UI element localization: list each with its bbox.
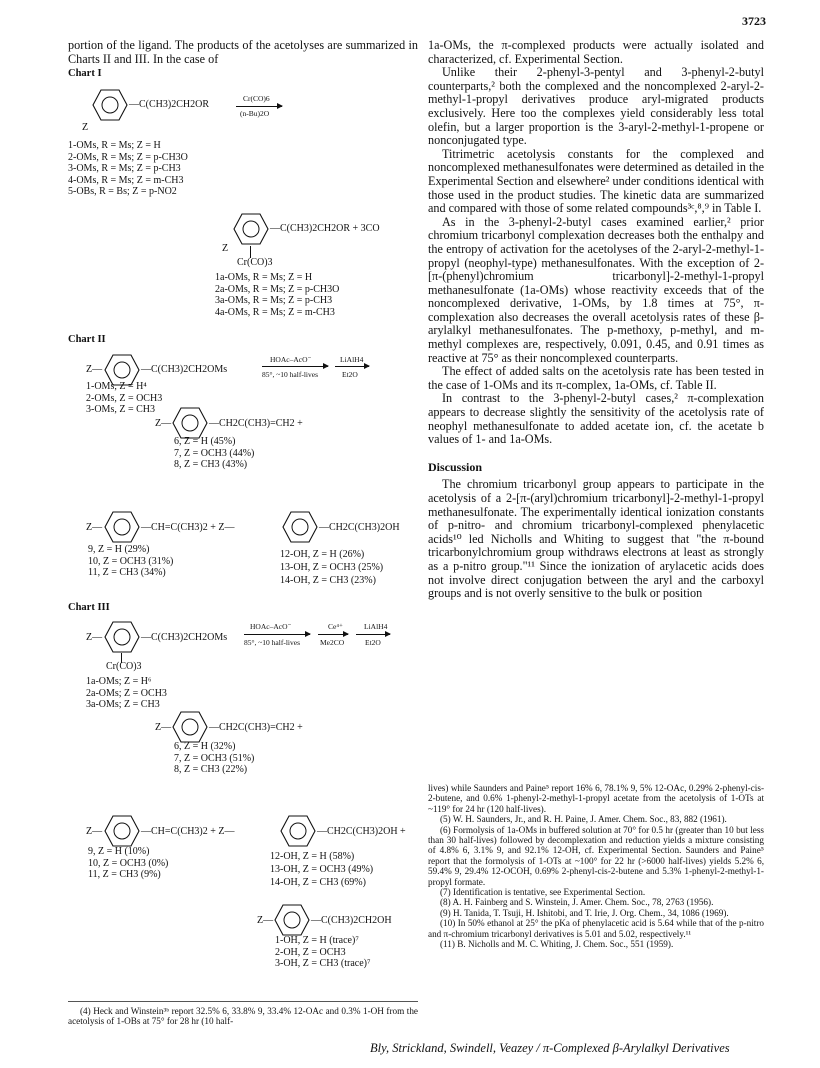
chart2-olefin-3: 8, Z = CH3 (43%): [174, 459, 248, 470]
chart3-vinyl-group: CH=C(CH3)2 + Z: [151, 826, 225, 837]
chart2-alcohol-2: 13-OH, Z = OCH3 (25%): [280, 562, 384, 573]
chart3-olefin-2: 7, Z = OCH3 (51%): [174, 752, 255, 764]
benzene-ring-icon: [172, 406, 208, 440]
paragraph: The chromium tricarbonyl group appears to participate in the acetolysis of a 2-[π-(aryl)chromium tricarbonyl]-2-methyl-1-propyl methanesulfonate. The experimentally identical ionization constants of p-nitro- and chromium tricarbonyl-complexed phenylacetic acids¹⁰ led Nicholls and Whiting to suggest that "the π-bound tricarbonylchromium group withdraws electrons at least as strongly as a p-nitro group."¹¹ Since the ionization of arylacetic acids does not involve direct conjugation between the aryl and the carboxyl groups and is not overly sensitive to the bulk or position: [428, 477, 764, 601]
chart2-vinyl-2: 10, Z = OCH3 (31%): [88, 555, 174, 567]
paragraph: Unlike their 2-phenyl-3-pentyl and 3-phenyl-2-butyl counterparts,² both the complexed and the noncomplexed 2-aryl-2-methyl-1-propyl derivatives produce aryl-migrated products exclusively. Here too the complexes yield considerably less total olefin, but a larger proportion is the 3-aryl-2-methyl-1-propene or nonconjugated type.: [428, 65, 764, 148]
left-intro: portion of the ligand. The products of the acetolyses are summarized in Charts II and III. In the case of: [68, 38, 418, 66]
paragraph: The effect of added salts on the acetolysis rate has been tested in the case of 1-OMs and its π-complex, 1a-OMs, cf. Table II.: [428, 364, 764, 392]
chart3-cond2-top: Ce⁴⁺: [328, 622, 343, 631]
chart3-olefin-group: CH2C(CH3)=CH2 +: [219, 722, 303, 733]
benzene-ring-icon: [92, 88, 128, 122]
chart3-vinyl-2: 10, Z = OCH3 (0%): [88, 857, 169, 869]
chart3-cr: Cr(CO)3: [106, 661, 142, 672]
chart2-cond1-bottom: 85°, ~10 half-lives: [262, 370, 319, 379]
chart3-final-2: 2-OH, Z = OCH3: [275, 946, 346, 958]
chart1-product-1: 1a-OMs, R = Ms; Z = H: [215, 272, 313, 283]
running-footer: Bly, Strickland, Swindell, Veazey / π-Complexed β-Arylalkyl Derivatives: [370, 1041, 730, 1055]
chart1-start-1: 1-OMs, R = Ms; Z = H: [68, 140, 161, 151]
chart2-alcohol-group: CH2C(CH3)2OH: [329, 522, 400, 533]
chart2-olefin-2: 7, Z = OCH3 (44%): [174, 447, 255, 459]
chart2-start-2: 2-OMs, Z = OCH3: [86, 392, 163, 404]
chart3-cond1-top: HOAc–AcO⁻: [250, 622, 292, 631]
chart2-cond2-top: LiAlH4: [340, 355, 364, 364]
chart3-cond1-bottom: 85°, ~10 half-lives: [244, 638, 301, 647]
benzene-ring-icon: [233, 212, 269, 246]
section-heading: Discussion: [428, 459, 483, 474]
chart2-olefin-1: 6, Z = H (45%): [174, 436, 236, 447]
right-body: [428, 39, 764, 601]
chart-1-title: Chart I: [68, 68, 102, 79]
chart3-start-1: 1a-OMs; Z = H⁶: [86, 676, 152, 687]
chart1-start-5: 5-OBs, R = Bs; Z = p-NO2: [68, 186, 177, 197]
chart3-cond3-top: LiAlH4: [364, 622, 388, 631]
benzene-ring-icon: [280, 814, 316, 848]
chart2-group: C(CH3)2CH2OMs: [151, 364, 228, 375]
page-number: 3723: [742, 14, 766, 28]
chart2-start-3: 3-OMs, Z = CH3: [86, 404, 155, 415]
chart3-alcohol-1: 12-OH, Z = H (58%): [270, 851, 355, 862]
chart3-final-1: 1-OH, Z = H (trace)⁷: [275, 935, 359, 946]
benzene-ring-icon: [104, 814, 140, 848]
benzene-ring-icon: [282, 510, 318, 544]
chart1-product-2: 2a-OMs, R = Ms; Z = p-CH3O: [215, 283, 340, 295]
chart1-product-group: C(CH3)2CH2OR + 3CO: [280, 223, 380, 234]
chart2-cond1-top: HOAc–AcO⁻: [270, 355, 312, 364]
chart1-cr: Cr(CO)3: [237, 257, 273, 268]
chart-3-title: Chart III: [68, 602, 110, 613]
chart3-vinyl-3: 11, Z = CH3 (9%): [88, 869, 161, 880]
paragraph: As in the 3-phenyl-2-butyl cases examined earlier,² prior chromium tricarbonyl complexation decreases both the enthalpy and the entropy of activation for the acetolyses of the 2-aryl-2-methyl-1-propyl (neophyl-type) methanesulfonates. With the exception of 2-[π-(phenyl)chromium tricarbonyl]-2-methyl-1-propyl methanesulfonate (1a-OMs) whose reactivity exceeds that of the noncomplexed derivative, 1-OMs, by 1.8 times at 75°, π-complexation also decreases the overall acetolysis rates of these β-arylalkyl methanesulfonates. The p-methoxy, p-methyl, and m-methyl complexes are, respectively, 0.091, 0.45, and 0.91 times as reactive at 75° as their noncomplexed counterparts.: [428, 214, 764, 365]
chart2-vinyl-3: 11, Z = CH3 (34%): [88, 567, 166, 578]
chart1-start-2: 2-OMs, R = Ms; Z = p-CH3O: [68, 151, 188, 163]
chart1-reagent-top: Cr(CO)6: [243, 94, 270, 103]
benzene-ring-icon: [172, 710, 208, 744]
chart3-group: C(CH3)2CH2OMs: [151, 632, 228, 643]
chart3-alcohol-2: 13-OH, Z = OCH3 (49%): [270, 864, 374, 875]
reaction-arrow: [236, 106, 282, 107]
chart1-product-z: Z: [222, 243, 229, 254]
chart2-start-1: 1-OMs, Z = H⁴: [86, 381, 147, 392]
chart1-product-3: 3a-OMs, R = Ms; Z = p-CH3: [215, 295, 333, 306]
benzene-ring-icon: [104, 620, 140, 654]
chart1-reagent-bottom: (n-Bu)2O: [240, 109, 270, 118]
footnote-rule: [68, 1001, 418, 1002]
paragraph: 1a-OMs, the π-complexed products were actually isolated and characterized, cf. Experimental Section.: [428, 38, 764, 66]
paragraph: In contrast to the 3-phenyl-2-butyl cases,² π-complexation appears to decrease slightly the sensitivity of the acetolysis rate of neophyl methanesulfonate to added acetate ion, cf. the acetate b values of 1- and 1a-OMs.: [428, 391, 764, 447]
chart3-cond3-bottom: Et2O: [365, 638, 381, 647]
chart3-final-3: 3-OH, Z = CH3 (trace)⁷: [275, 958, 371, 969]
chart1-start-3: 3-OMs, R = Ms; Z = p-CH3: [68, 163, 181, 174]
right-footnotes: lives) while Saunders and Paine⁵ report 16% 6, 78.1% 9, 5% 12-OAc, 0.29% 2-phenyl-cis-2-butene, and 0.6% 1-phenyl-2-methyl-1-propyl acetate from the acetolysis of 1-OTs at ~119° for 24 hr (120 half-lives). (5) W. H. Saunders, Jr., and R. H. Paine, J. Amer. Chem. Soc., 83, 882 (1961). (6) Formolysis of 1a-OMs in buffered solution at 70° for 0.5 hr (greater than 10 but less than 30 half-lives) followed by decomplexation and reduction yields a mixture consisting of 4.8% 6, 3.1% 9, and 92.1% 12-OH, cf. Experimental Section. Saunders and Paine⁵ report that the formolysis of 1-OTs at ~100° for 22 hr (>6000 half-lives) yields 5.2% 6, 59.4% 9, 29.4% 12-OCOH, 0.69% 2-phenyl-cis-2-butene and 5.3% 1-phenyl-2-methyl-1-propyl formate. (7) Identification is tentative, see Experimental Section. (8) A. H. Fainberg and S. Winstein, J. Amer. Chem. Soc., 78, 2763 (1956). (9) H. Tanida, T. Tsuji, H. Ishitobi, and T. Irie, J. Org. Chem., 34, 1086 (1969). (10) In 50% ethanol at 25° the pKa of phenylacetic acid is 5.64 while that of the p-nitro and π-chromium tricarbonyl derivatives is 5.01 and 5.02, respectively.¹¹ (11) B. Nicholls and M. C. Whiting, J. Chem. Soc., 551 (1959).: [428, 783, 764, 950]
chart1-z: Z: [82, 122, 89, 133]
chart1-group: C(CH3)2CH2OR: [139, 99, 210, 110]
chart2-vinyl-group: CH=C(CH3)2 + Z: [151, 522, 225, 533]
chart3-olefin-3: 8, Z = CH3 (22%): [174, 764, 248, 775]
benzene-ring-icon: [104, 510, 140, 544]
chart3-olefin-1: 6, Z = H (32%): [174, 741, 236, 752]
chart3-start-2: 2a-OMs; Z = OCH3: [86, 687, 167, 699]
chart2-cond2-bottom: Et2O: [342, 370, 358, 379]
chart1-start-4: 4-OMs, R = Ms; Z = m-CH3: [68, 174, 184, 186]
chart2-vinyl-1: 9, Z = H (29%): [88, 544, 150, 555]
chart1-product-4: 4a-OMs, R = Ms; Z = m-CH3: [215, 306, 335, 318]
left-footnote: (4) Heck and Winstein³ᵇ report 32.5% 6, 33.8% 9, 33.4% 12-OAc and 0.3% 1-OH from the acetolysis of 1-OBs at 75° for 28 hr (10 half-: [68, 1006, 418, 1027]
chart3-alcohol-group: CH2C(CH3)2OH +: [327, 826, 406, 837]
chart3-vinyl-1: 9, Z = H (10%): [88, 846, 150, 857]
chart-2-title: Chart II: [68, 334, 106, 345]
chart2-alcohol-3: 14-OH, Z = CH3 (23%): [280, 575, 376, 586]
paragraph: Titrimetric acetolysis constants for the complexed and noncomplexed methanesulfonates were determined as detailed in the Experimental Section and elsewhere² under conditions identical with those used in the product studies. The kinetic data are summarized and compared with those of some related compounds³ᶜ,⁸,⁹ in Table I.: [428, 146, 764, 216]
chart3-alcohol-3: 14-OH, Z = CH3 (69%): [270, 877, 366, 888]
chart3-start-3: 3a-OMs; Z = CH3: [86, 699, 160, 710]
chart3-cond2-bottom: Me2CO: [320, 638, 345, 647]
chart3-final-group: C(CH3)2CH2OH: [321, 915, 392, 926]
chart2-olefin-group: CH2C(CH3)=CH2 +: [219, 418, 303, 429]
benzene-ring-icon: [274, 903, 310, 937]
chart2-alcohol-1: 12-OH, Z = H (26%): [280, 549, 365, 560]
